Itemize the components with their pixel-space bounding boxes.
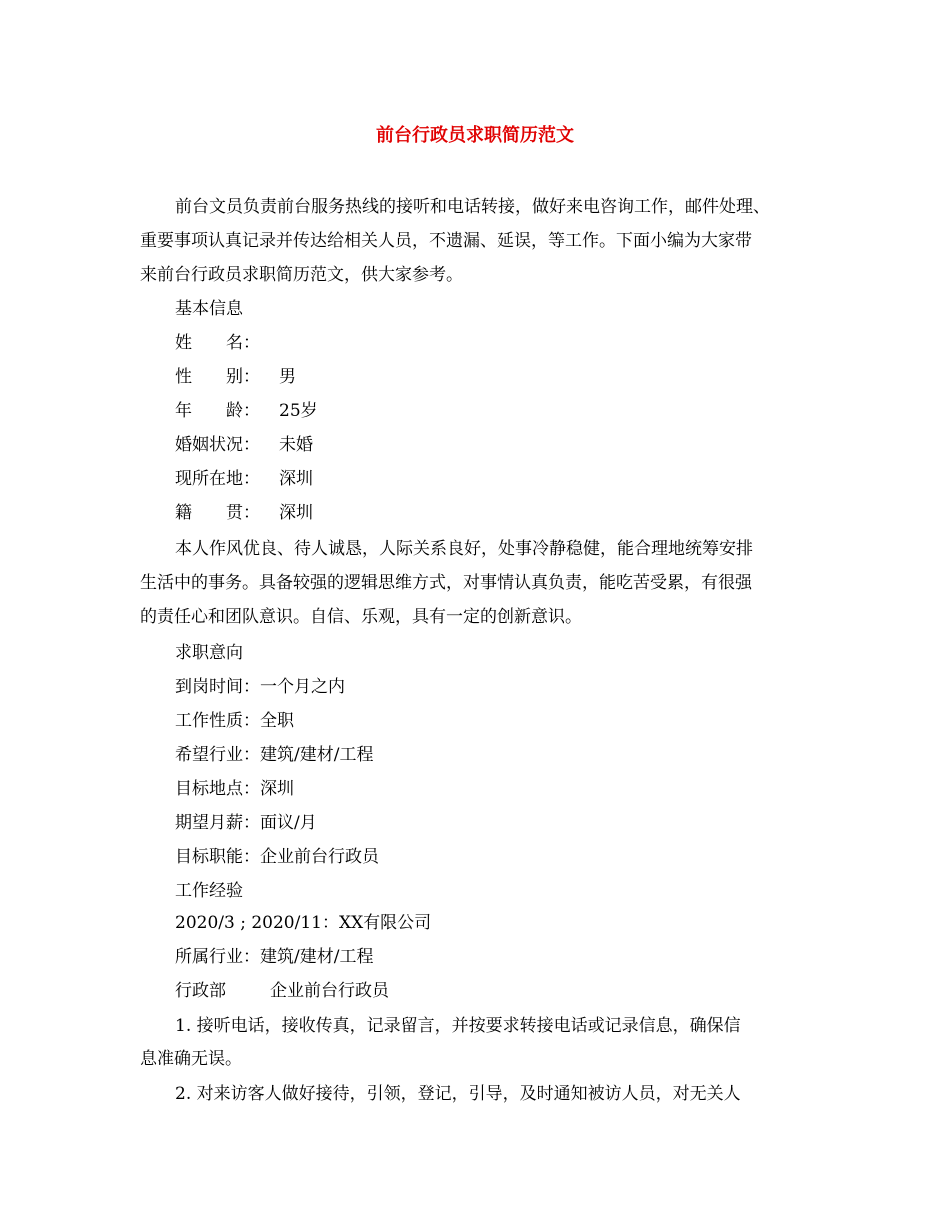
- target-location: 目标地点：深圳: [175, 779, 294, 799]
- duty-1-line-1: 1. 接听电话，接收传真，记录留言，并按要求转接电话或记录信息，确保信: [175, 1016, 741, 1036]
- origin-value: 深圳: [279, 503, 313, 523]
- arrival-time: 到岗时间：一个月之内: [175, 677, 345, 697]
- duty-1-line-2: 息准确无误。: [140, 1049, 242, 1069]
- work-experience-heading: 工作经验: [175, 881, 243, 901]
- work-industry: 所属行业：建筑/建材/工程: [175, 947, 374, 967]
- basic-info-heading: 基本信息: [175, 299, 243, 319]
- age-label: 年 龄：: [175, 401, 260, 421]
- gender-label: 性 别：: [175, 367, 260, 387]
- target-function: 目标职能：企业前台行政员: [175, 847, 379, 867]
- duty-2-line-1: 2. 对来访客人做好接待，引领，登记，引导，及时通知被访人员，对无关人: [175, 1084, 741, 1104]
- self-eval-line-1: 本人作风优良、待人诚恳，人际关系良好，处事冷静稳健，能合理地统筹安排: [175, 539, 753, 559]
- desired-industry: 希望行业：建筑/建材/工程: [175, 745, 374, 765]
- job-nature: 工作性质：全职: [175, 711, 294, 731]
- age-value: 25岁: [279, 401, 318, 421]
- location-row: [175, 466, 875, 492]
- age-row: [175, 398, 875, 424]
- name-label: 姓 名：: [175, 333, 260, 353]
- name-row: [175, 330, 875, 356]
- department-row: [175, 978, 875, 1004]
- self-eval-line-2: 生活中的事务。具备较强的逻辑思维方式，对事情认真负责，能吃苦受累，有很强: [140, 573, 752, 593]
- job-intention-heading: 求职意向: [175, 643, 243, 663]
- department: 行政部: [175, 981, 226, 1001]
- gender-value: 男: [279, 367, 296, 387]
- intro-line-1: 前台文员负责前台服务热线的接听和电话转接，做好来电咨询工作，邮件处理、: [175, 197, 770, 217]
- self-eval-line-3: 的责任心和团队意识。自信、乐观，具有一定的创新意识。: [140, 607, 582, 627]
- gender-row: [175, 364, 875, 390]
- origin-row: [175, 500, 875, 526]
- marital-row: [175, 432, 875, 458]
- origin-label: 籍 贯：: [175, 503, 260, 523]
- work-period: 2020/3 ; 2020/11：XX有限公司: [175, 913, 432, 933]
- location-label: 现所在地：: [175, 469, 260, 489]
- document-title: 前台行政员求职简历范文: [376, 125, 574, 146]
- position: 企业前台行政员: [270, 981, 389, 1001]
- marital-value: 未婚: [279, 435, 313, 455]
- intro-line-3: 来前台行政员求职简历范文，供大家参考。: [140, 265, 463, 285]
- marital-label: 婚姻状况：: [175, 435, 260, 455]
- intro-line-2: 重要事项认真记录并传达给相关人员，不遗漏、延误，等工作。下面小编为大家带: [140, 231, 752, 251]
- location-value: 深圳: [279, 469, 313, 489]
- expected-salary: 期望月薪：面议/月: [175, 813, 317, 833]
